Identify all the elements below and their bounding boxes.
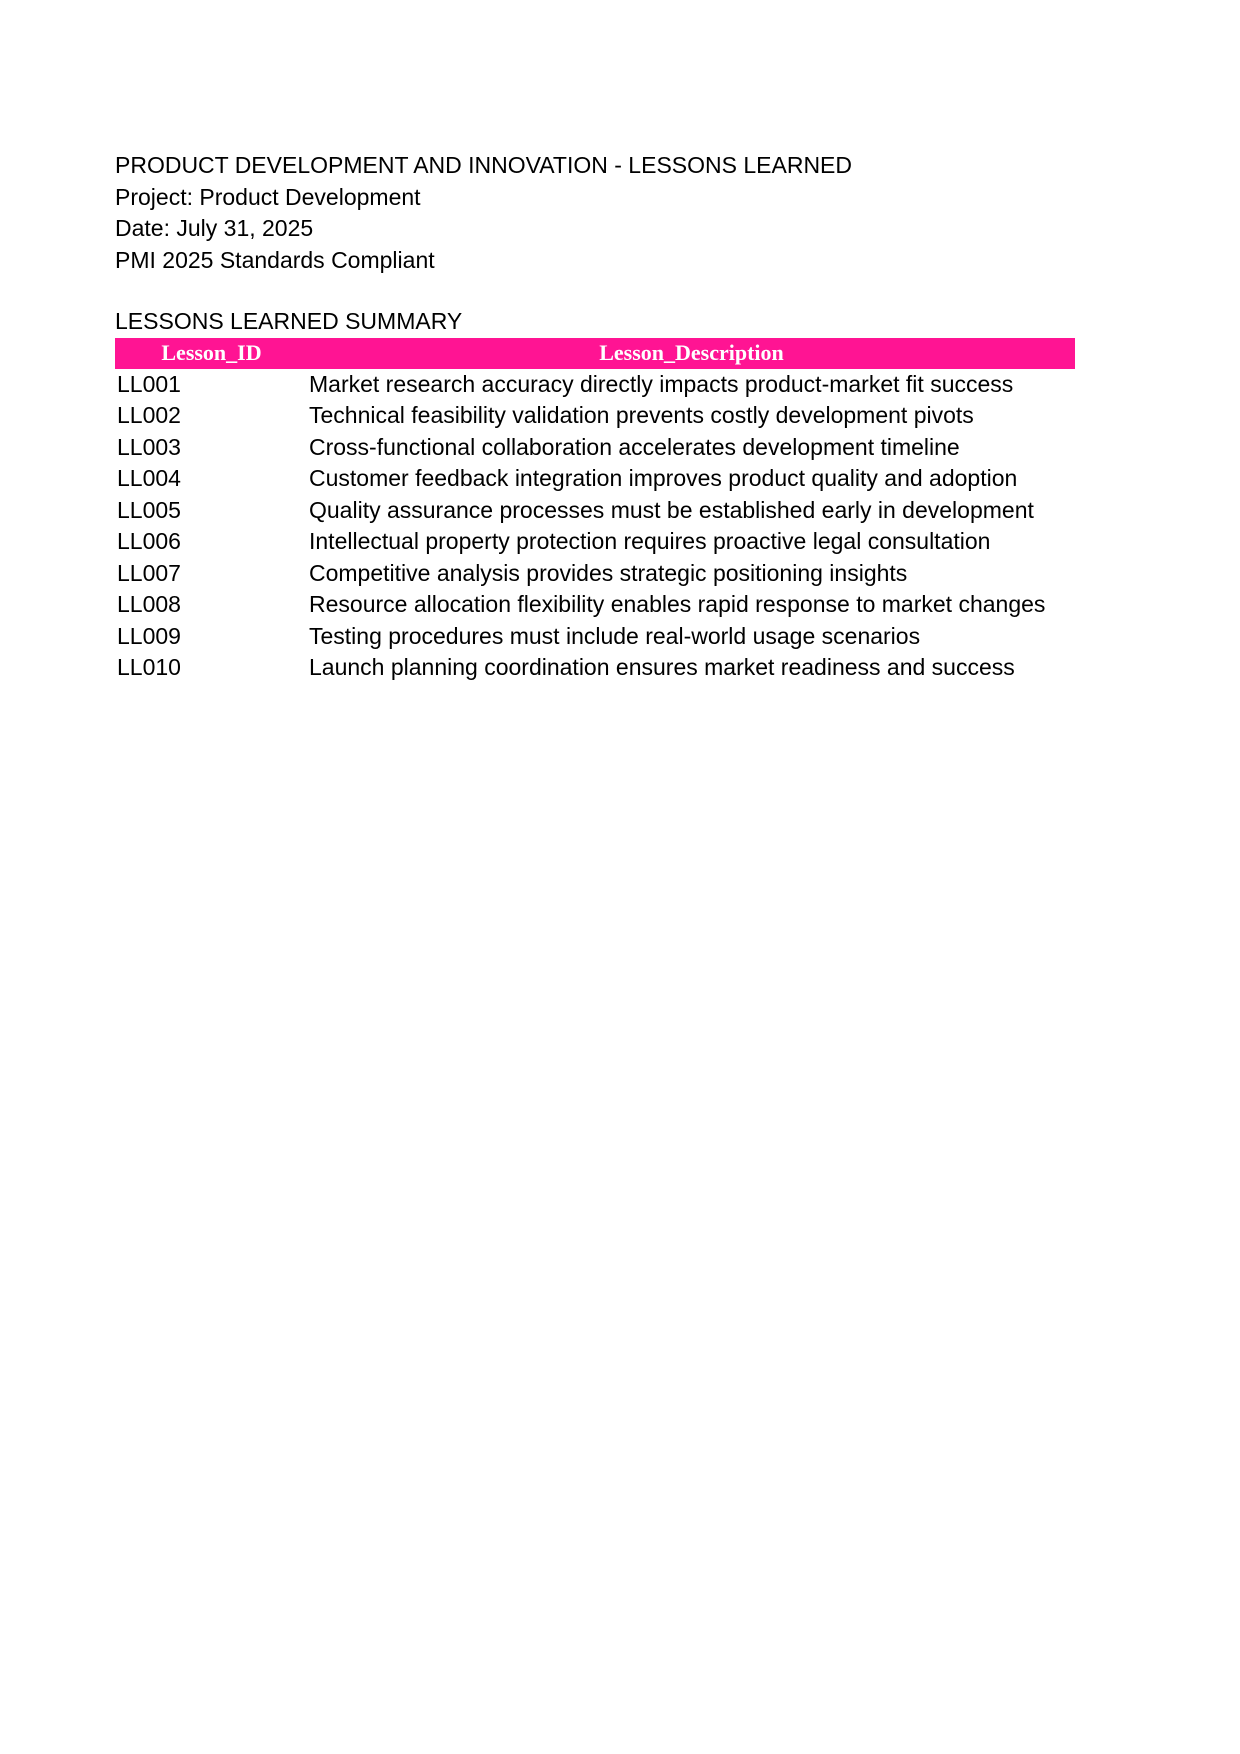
document-title: PRODUCT DEVELOPMENT AND INNOVATION - LESSONS LEARNED: [115, 152, 852, 178]
table-row: [115, 526, 1075, 558]
table-row: [115, 621, 1075, 653]
table-row: [115, 558, 1075, 590]
lesson-description-cell: Cross-functional collaboration accelerates development timeline: [309, 433, 960, 460]
lesson-id-cell: LL004: [117, 465, 181, 491]
column-header-lesson-id: Lesson_ID: [115, 338, 308, 369]
table-row: [115, 463, 1075, 495]
lesson-description-cell: Resource allocation flexibility enables rapid response to market changes: [309, 591, 1046, 617]
lesson-id-cell: LL009: [117, 622, 181, 649]
lesson-id-cell: LL002: [117, 402, 181, 428]
lesson-description-cell: Quality assurance processes must be established early in development: [309, 496, 1034, 523]
lesson-id-cell: LL006: [117, 528, 181, 554]
table-row: [115, 369, 1075, 401]
table-row: [115, 432, 1075, 464]
table-row: [115, 652, 1075, 684]
lesson-description-cell: Competitive analysis provides strategic positioning insights: [309, 559, 908, 586]
section-spacer: [115, 276, 1075, 306]
lessons-table: [115, 338, 1075, 684]
date-line: Date: July 31, 2025: [115, 215, 314, 241]
lesson-id-cell: LL008: [117, 591, 181, 617]
table-row: [115, 400, 1075, 432]
lesson-description-cell: Launch planning coordination ensures market readiness and success: [309, 654, 1015, 680]
lesson-description-cell: Testing procedures must include real-world usage scenarios: [309, 622, 921, 649]
lessons-header-row: [115, 338, 1075, 369]
table-row: [115, 589, 1075, 621]
project-line: Project: Product Development: [115, 183, 421, 210]
lesson-id-cell: LL003: [117, 433, 181, 460]
lesson-description-cell: Market research accuracy directly impacts product-market fit success: [309, 370, 1014, 397]
lesson-description-cell: Customer feedback integration improves product quality and adoption: [309, 465, 1018, 491]
lesson-description-cell: Technical feasibility validation prevents costly development pivots: [309, 402, 974, 428]
lesson-description-cell: Intellectual property protection requires proactive legal consultation: [309, 528, 991, 554]
lesson-id-cell: LL005: [117, 496, 181, 523]
lesson-id-cell: LL007: [117, 559, 181, 586]
compliance-line: PMI 2025 Standards Compliant: [115, 246, 435, 273]
lesson-id-cell: LL010: [117, 654, 181, 680]
document-sheet: [115, 150, 1075, 684]
table-row: [115, 495, 1075, 527]
lesson-id-cell: LL001: [117, 370, 181, 397]
summary-title: LESSONS LEARNED SUMMARY: [115, 308, 463, 334]
column-header-lesson-description: Lesson_Description: [308, 338, 1075, 369]
